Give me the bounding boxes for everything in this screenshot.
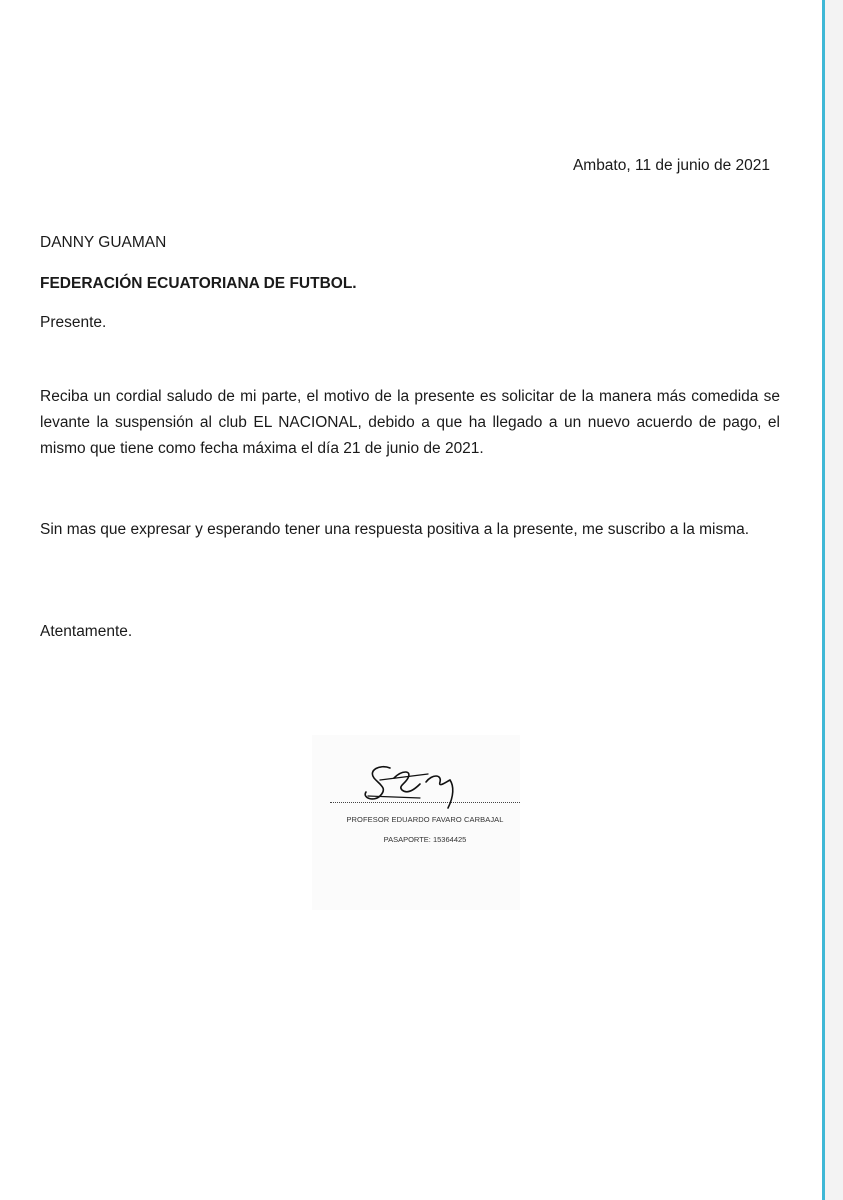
handwritten-signature bbox=[350, 752, 500, 812]
body-paragraph-2: Sin mas que expresar y esperando tener una respuesta positiva a la presente, me suscribo a la misma. bbox=[40, 521, 750, 538]
body-paragraph-1: Reciba un cordial saludo de mi parte, el motivo de la presente es solicitar de la manera más comedida se levante la suspensión al club EL NACIONAL, debido a que ha llegado a un nuevo acuerdo de pago, el mismo que tiene como fecha máxima el día 21 de junio de 2021. bbox=[40, 388, 780, 457]
page-edge-shade bbox=[825, 0, 843, 1200]
letter-date: Ambato, 11 de junio de 2021 bbox=[572, 157, 770, 174]
greeting: Presente. bbox=[40, 314, 107, 331]
signatory-name: PROFESOR EDUARDO FAVARO CARBAJAL bbox=[346, 815, 504, 824]
recipient-organization: FEDERACIÓN ECUATORIANA DE FUTBOL. bbox=[40, 275, 357, 292]
closing: Atentamente. bbox=[40, 623, 133, 640]
recipient-name: DANNY GUAMAN bbox=[40, 234, 167, 251]
signature-line bbox=[330, 802, 520, 803]
signatory-passport: PASAPORTE: 15364425 bbox=[383, 835, 467, 844]
